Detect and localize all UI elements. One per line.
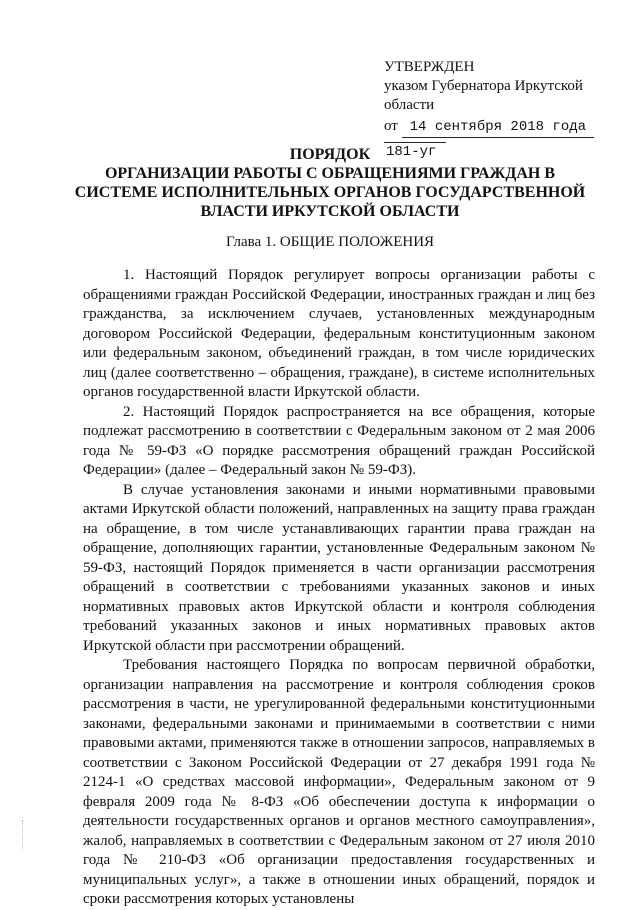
approval-line-1: указом Губернатора Иркутской (384, 78, 583, 94)
paragraph-3: В случае установления законами и иными нормативными правовыми актами Иркутской области положений, направленных на защиту права граждан на обращение, в том числе устанавливающих гарантии права граждан на обращение, дополняющих гарантии, установленные Федеральным законом № 59-ФЗ, настоящий Порядок применяется в части организации рассмотрения обращений в соответствии с требованиями указанных законов и иных нормативных правовых актов Иркутской области и контроля соблюдения требований указанных законов и иных нормативных правовых актов Иркутской области при рассмотрении обращений. (83, 481, 595, 654)
paragraph-4: Требования настоящего Порядка по вопросам первичной обработки, организации направления на рассмотрение и контроля соблюдения сроков рассмотрения в части, не урегулированной федеральными конституционными законами, федеральными законами и принимаемыми в соответствии с ними правовыми актами, применяются также в отношении запросов, направляемых в соответствии с Законом Российской Федерации от 27 декабря 1991 года № 2124-1 «О средствах массовой информации», Федеральным законом от 9 февраля 2009 года № 8-ФЗ «Об обеспечении доступа к информации о деятельности государственных органов и органов местного самоуправления», жалоб, направляемых в соответствии с Федеральным законом от 27 июля 2010 года № 210-ФЗ «Об организации предоставления государственных и муниципальных услуг», а также в отношении иных обращений, порядок и сроки рассмотрения которых установлены (83, 657, 595, 907)
title-line-1: ПОРЯДОК (289, 146, 371, 163)
scan-margin-mark (22, 820, 24, 850)
approval-date-prefix: от (384, 118, 398, 134)
approval-number: 181-уг (384, 142, 446, 162)
title-line-3: СИСТЕМЕ ИСПОЛНИТЕЛЬНЫХ ОРГАНОВ ГОСУДАРСТВЕННОЙ (74, 184, 586, 201)
approval-date-line (384, 117, 614, 138)
approval-line-2: области (384, 97, 435, 113)
title-line-2: ОРГАНИЗАЦИИ РАБОТЫ С ОБРАЩЕНИЯМИ ГРАЖДАН В (104, 165, 556, 182)
approval-status: УТВЕРЖДЕН (384, 59, 475, 75)
approval-date: 14 сентября 2018 года (402, 118, 594, 138)
document-title (60, 145, 600, 221)
document-body (83, 266, 595, 910)
paragraph-1: 1. Настоящий Порядок регулирует вопросы организации работы с обращениями граждан Российской Федерации, иностранных граждан и лиц без гражданства, за исключением случаев, установленных международным договором Российской Федерации, федеральным конституционным законом или федеральным законом, объединений граждан, в том числе юридических лиц (далее соответственно – обращения, граждане), в системе исполнительных органов государственной власти Иркутской области. (83, 267, 595, 400)
title-line-4: ВЛАСТИ ИРКУТСКОЙ ОБЛАСТИ (200, 203, 460, 220)
paragraph-2: 2. Настоящий Порядок распространяется на все обращения, которые подлежат рассмотрению в соответствии с Федеральным законом от 2 мая 2006 года № 59-ФЗ «О порядке рассмотрения обращений граждан Российской Федерации» (далее – Федеральный закон № 59-ФЗ). (83, 403, 595, 478)
chapter-heading: Глава 1. ОБЩИЕ ПОЛОЖЕНИЯ (225, 234, 435, 250)
